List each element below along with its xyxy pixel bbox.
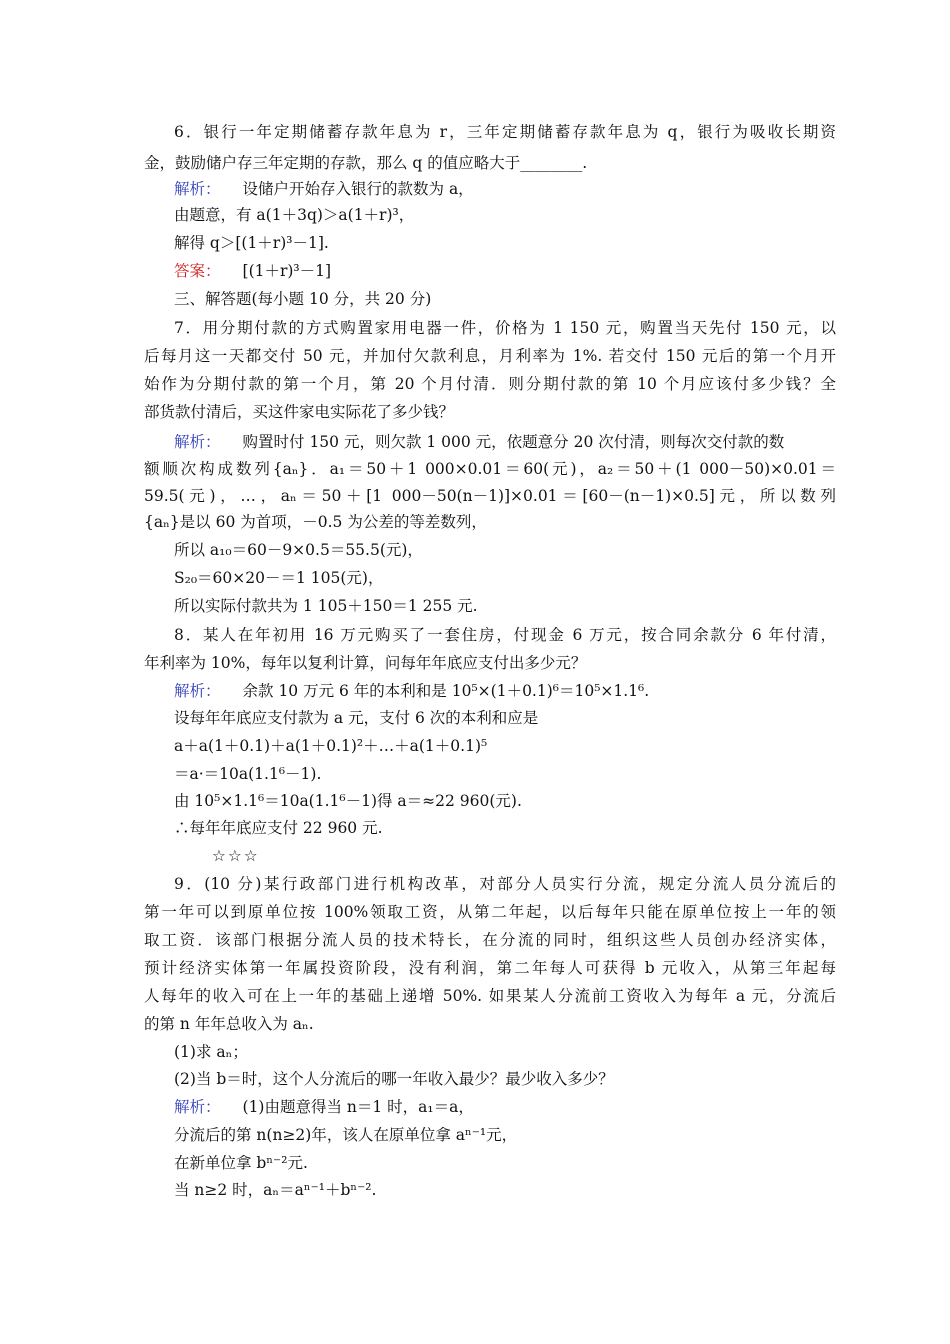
q9-solution-line4: 当 n≥2 时，aₙ＝aⁿ⁻¹＋bⁿ⁻². bbox=[174, 1181, 377, 1199]
q7-stem-line1: 7．用分期付款的方式购置家用电器一件，价格为 1 150 元，购置当天先付 150 元，以 bbox=[174, 319, 836, 337]
section-heading: 三、解答题(每小题 10 分，共 20 分) bbox=[174, 290, 432, 308]
q9-solution-line2: 分流后的第 n(n≥2)年，该人在原单位拿 aⁿ⁻¹元， bbox=[174, 1126, 518, 1144]
q9-solution-text1: (1)由题意得当 n＝1 时，a₁＝a， bbox=[242, 1098, 474, 1116]
q9-stem-line1: 9．(10 分)某行政部门进行机构改革，对部分人员实行分流，规定分流人员分流后的 bbox=[174, 875, 836, 893]
q7-solution-text1: 购置时付 150 元，则欠款 1 000 元，依题意分 20 次付清，则每次交付款的数 bbox=[242, 433, 785, 451]
q6-answer-line bbox=[174, 261, 331, 281]
q6-solution-line3: 解得 q＞[(1＋r)³－1]. bbox=[174, 234, 329, 252]
q6-stem-line2: 金，鼓励储户存三年定期的存款，那么 q 的值应略大于________. bbox=[144, 154, 588, 172]
q6-stem-line1: 6．银行一年定期储蓄存款年息为 r，三年定期储蓄存款年息为 q，银行为吸收长期资 bbox=[174, 123, 836, 141]
q9-stem-line4: 预计经济实体第一年属投资阶段，没有利润，第二年每人可获得 b 元收入，从第三年起每 bbox=[144, 959, 836, 977]
q7-stem-line2: 后每月这一天都交付 50 元，并加付欠款利息，月利率为 1%. 若交付 150 元后的第一个月开 bbox=[144, 347, 836, 365]
q9-part1: (1)求 aₙ； bbox=[174, 1043, 248, 1061]
q7-solution-line3: 59.5(元)，…，aₙ＝50＋[1 000－50(n－1)]×0.01＝[60－(n－1)×0.5]元，所以数列 bbox=[144, 487, 836, 505]
q8-solution-line6: ∴每年年底应支付 22 960 元. bbox=[174, 819, 383, 837]
q7-solution-line2: 额顺次构成数列{aₙ}．a₁＝50＋1 000×0.01＝60(元)，a₂＝50＋(1 000－50)×0.01＝ bbox=[144, 460, 836, 478]
jiexi-label: 解析： bbox=[174, 180, 221, 198]
q8-stem-line1: 8．某人在年初用 16 万元购买了一套住房，付现金 6 万元，按合同余款分 6 年付清， bbox=[174, 626, 836, 644]
q8-solution-text1: 余款 10 万元 6 年的本利和是 10⁵×(1＋0.1)⁶＝10⁵×1.1⁶. bbox=[242, 682, 650, 700]
jiexi-label: 解析： bbox=[174, 433, 221, 451]
q6-solution-text1: 设储户开始存入银行的款数为 a， bbox=[242, 180, 474, 198]
q6-answer-text: [(1＋r)³－1] bbox=[242, 262, 332, 280]
q7-solution-line6: S₂₀＝60×20－＝1 105(元)， bbox=[174, 569, 384, 587]
q9-solution-line3: 在新单位拿 bⁿ⁻²元. bbox=[174, 1154, 308, 1172]
q9-stem-line2: 第一年可以到原单位按 100%领取工资，从第二年起，以后每年只能在原单位按上一年的领 bbox=[144, 903, 836, 921]
q7-solution-line7: 所以实际付款共为 1 105＋150＝1 255 元. bbox=[174, 597, 478, 615]
q7-stem-line3: 始作为分期付款的第一个月，第 20 个月付清．则分期付款的第 10 个月应该付多少钱？全 bbox=[144, 375, 836, 393]
q8-solution-line5: 由 10⁵×1.1⁶＝10a(1.1⁶－1)得 a＝≈22 960(元). bbox=[174, 792, 522, 810]
daan-label: 答案： bbox=[174, 262, 221, 280]
q7-solution-line1 bbox=[174, 432, 784, 452]
jiexi-label: 解析： bbox=[174, 682, 221, 700]
q9-stem-line5: 人每年的收入可在上一年的基础上递增 50%. 如果某人分流前工资收入为每年 a 元，分流后 bbox=[144, 987, 836, 1005]
q9-part2: (2)当 b＝时，这个人分流后的哪一年收入最少？最少收入多少？ bbox=[174, 1070, 614, 1088]
stars-separator: ☆☆☆ bbox=[212, 847, 260, 865]
q7-stem-line4: 部货款付清后，买这件家电实际花了多少钱？ bbox=[144, 403, 455, 421]
jiexi-label: 解析： bbox=[174, 1098, 221, 1116]
q6-solution-line1 bbox=[174, 179, 474, 199]
q9-solution-line1 bbox=[174, 1097, 474, 1117]
q8-solution-line2: 设每年年底应支付款为 a 元，支付 6 次的本利和应是 bbox=[174, 709, 539, 727]
q7-solution-line4: {aₙ}是以 60 为首项，－0.5 为公差的等差数列， bbox=[144, 513, 487, 531]
q9-stem-line3: 取工资．该部门根据分流人员的技术特长，在分流的同时，组织这些人员创办经济实体， bbox=[144, 931, 836, 949]
q6-solution-line2: 由题意，有 a(1＋3q)＞a(1＋r)³， bbox=[174, 206, 415, 224]
q8-stem-line2: 年利率为 10%，每年以复利计算，问每年年底应支付出多少元？ bbox=[144, 654, 587, 672]
q8-solution-line1 bbox=[174, 681, 649, 701]
q8-solution-line3: a＋a(1＋0.1)＋a(1＋0.1)²＋…＋a(1＋0.1)⁵ bbox=[174, 737, 488, 755]
q9-stem-line6: 的第 n 年年总收入为 aₙ. bbox=[144, 1015, 314, 1033]
q8-solution-line4: ＝a·＝10a(1.1⁶－1). bbox=[174, 765, 322, 783]
q7-solution-line5: 所以 a₁₀＝60－9×0.5＝55.5(元)， bbox=[174, 541, 423, 559]
